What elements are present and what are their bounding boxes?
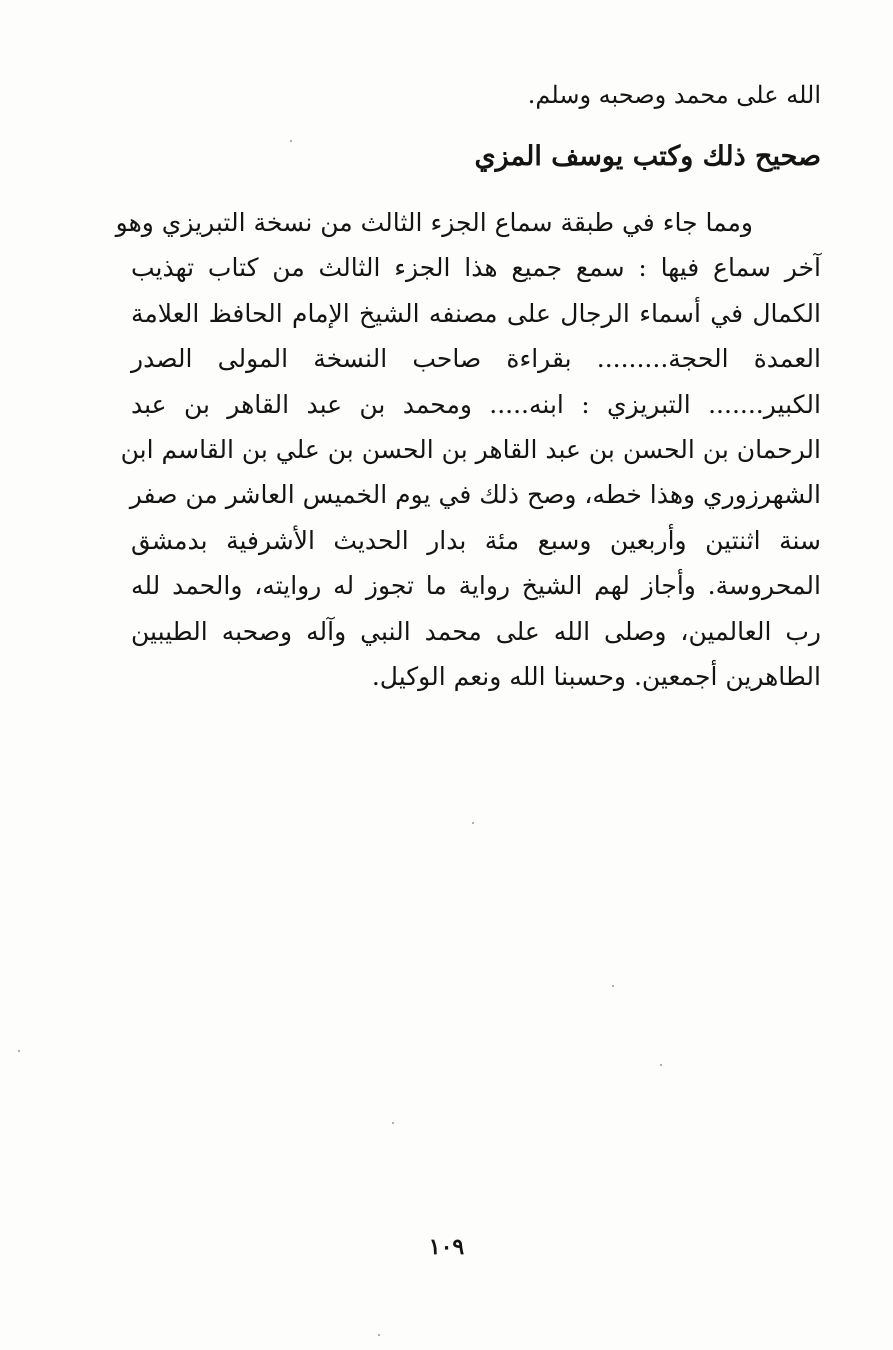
scan-speck	[392, 1122, 394, 1124]
paragraph-line: رب العالمين، وصلى الله على محمد النبي وآله وصحبه الطيبين	[131, 616, 821, 646]
paragraph-line: سنة اثنتين وأربعين وسبع مئة بدار الحديث الأشرفية بدمشق	[131, 525, 821, 555]
scan-speck	[472, 822, 474, 824]
attestation-heading: صحيح ذلك وكتب يوسف المزي	[474, 141, 821, 172]
main-paragraph	[115, 200, 821, 699]
scan-speck	[290, 140, 292, 142]
paragraph-line: ومما جاء في طبقة سماع الجزء الثالث من نسخة التبريزي وهو	[115, 208, 753, 237]
paragraph-line: الطاهرين أجمعين. وحسبنا الله ونعم الوكيل.	[371, 661, 821, 691]
scan-speck	[660, 1064, 662, 1066]
paragraph-line: آخر سماع فيها : سمع جميع هذا الجزء الثالث من كتاب تهذيب	[131, 253, 821, 283]
paragraph-line: الكبير....... التبريزي : ابنه..... ومحمد بن عبد القاهر بن عبد	[131, 389, 821, 419]
paragraph-line: المحروسة. وأجاز لهم الشيخ رواية ما تجوز له روايته، والحمد لله	[131, 571, 821, 601]
scan-speck	[612, 985, 614, 987]
page-number: ١٠٩	[428, 1234, 465, 1260]
closing-line: الله على محمد وصحبه وسلم.	[527, 81, 821, 109]
paragraph-line: الكمال في أسماء الرجال على مصنفه الشيخ الإمام الحافظ العلامة	[131, 298, 821, 328]
scan-speck	[378, 1334, 380, 1336]
paragraph-line: الشهرزوري وهذا خطه، وصح ذلك في يوم الخميس العاشر من صفر	[129, 480, 821, 510]
paragraph-line: الرحمان بن الحسن بن عبد القاهر بن الحسن بن علي بن القاسم ابن	[120, 434, 821, 464]
paragraph-line: العمدة الحجة......... بقراءة صاحب النسخة المولى الصدر	[131, 344, 821, 374]
scan-speck	[18, 1050, 20, 1052]
